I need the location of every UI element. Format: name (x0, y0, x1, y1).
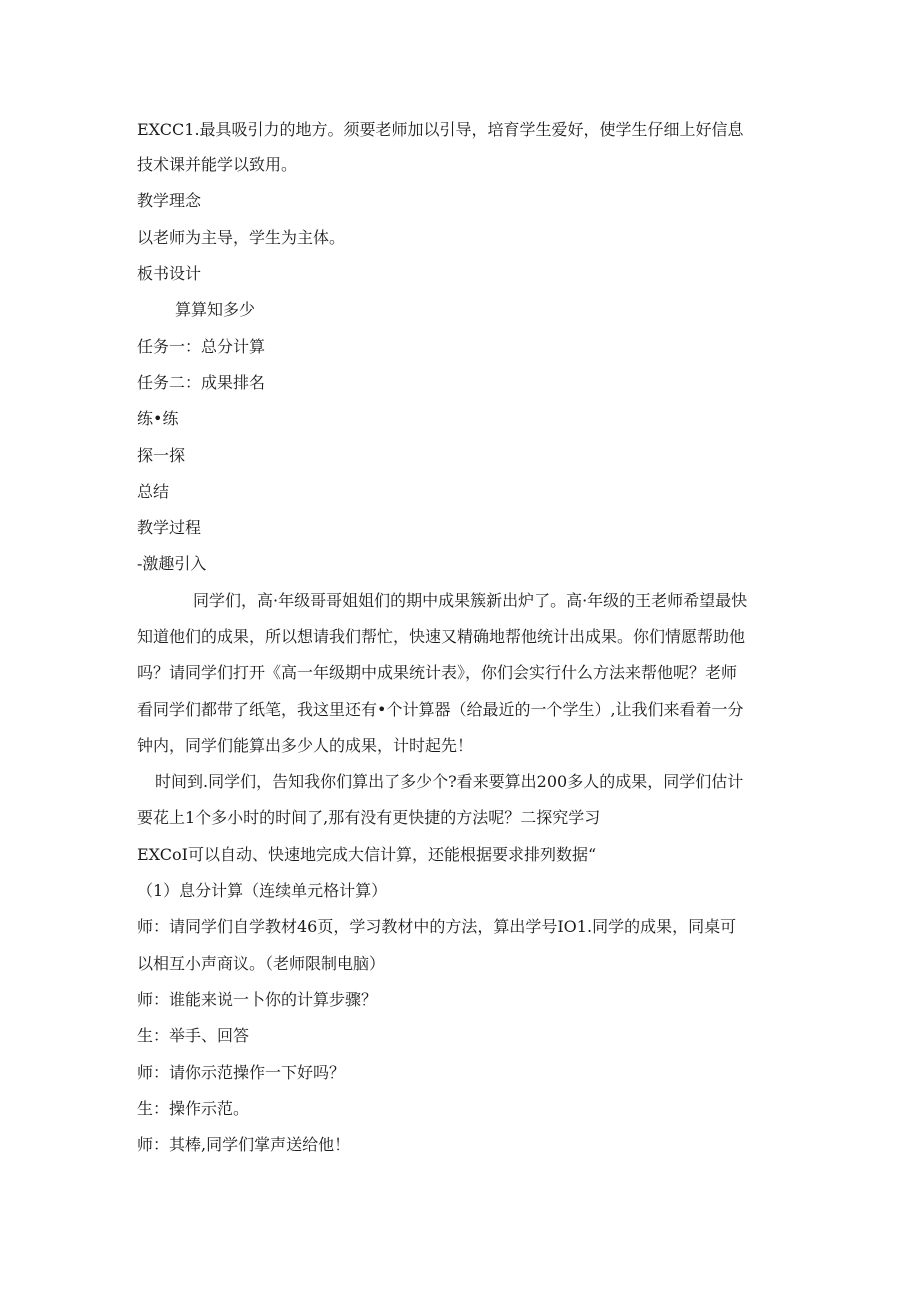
paragraph-line: 技术课并能学以致用。 (137, 155, 298, 174)
dialogue-line: 以相互小声商议。（老师限制电脑） (137, 954, 386, 973)
section-heading: 教学理念 (137, 191, 202, 210)
paragraph-line: 要花上1个多小时的时间了,那有没有更快捷的方法呢？二探究学习 (137, 808, 601, 827)
paragraph-line: 时间到.同学们，告知我你们算出了多少个?看来要算出200多人的成果，同学们估计 (155, 772, 744, 791)
dialogue-line: 师：请你示范操作一下好吗？ (137, 1063, 346, 1082)
dialogue-line: 生：举手、回答 (137, 1026, 250, 1045)
subsection-heading: -激趣引入 (137, 554, 207, 573)
paragraph-line: EXCC1.最具吸引力的地方。须要老师加以引导，培育学生爱好，使学生仔细上好信息 (137, 120, 744, 139)
paragraph-line: 知道他们的成果，所以想请我们帮忙，快速又精确地帮他统计出成果。你们情愿帮助他 (137, 627, 746, 646)
list-item: 练•练 (137, 409, 179, 428)
list-item: 任务一：总分计算 (137, 337, 266, 356)
section-heading: 教学过程 (137, 518, 202, 537)
paragraph-line: 吗？请同学们打开《高一年级期中成果统计表》，你们会实行什么方法来帮他呢？老师 (137, 663, 738, 682)
dialogue-line: 生：操作示范。 (137, 1099, 250, 1118)
paragraph-line: 看同学们都带了纸笔，我这里还有•个计算器（给最近的一个学生）,让我们来看着一分 (137, 700, 744, 719)
dialogue-line: 师：其棒,同学们掌声送给他！ (137, 1135, 351, 1154)
paragraph-line: 同学们，高·年级哥哥姐姐们的期中成果簇新出炉了。高·年级的王老师希望最快 (193, 591, 748, 610)
list-item: 任务二：成果排名 (137, 373, 266, 392)
list-item: 探一探 (137, 446, 186, 465)
board-title: 算算知多少 (175, 300, 256, 319)
dialogue-line: 师：请同学们自学教材46页，学习教材中的方法，算出学号IO1.同学的成果，同桌可 (137, 917, 737, 936)
dialogue-line: 师：谁能来说一卜你的计算步骤？ (137, 990, 378, 1009)
section-heading: 板书设计 (137, 264, 202, 283)
paragraph-line: 钟内，同学们能算出多少人的成果，计时起先！ (137, 736, 474, 755)
list-item: 总结 (137, 482, 170, 501)
subsection-heading: （1）息分计算（连续单元格计算） (137, 881, 388, 900)
paragraph-line: EXCoI可以自动、快速地完成大信计算，还能根据要求排列数据“ (137, 845, 597, 864)
paragraph-line: 以老师为主导，学生为主体。 (137, 228, 346, 247)
